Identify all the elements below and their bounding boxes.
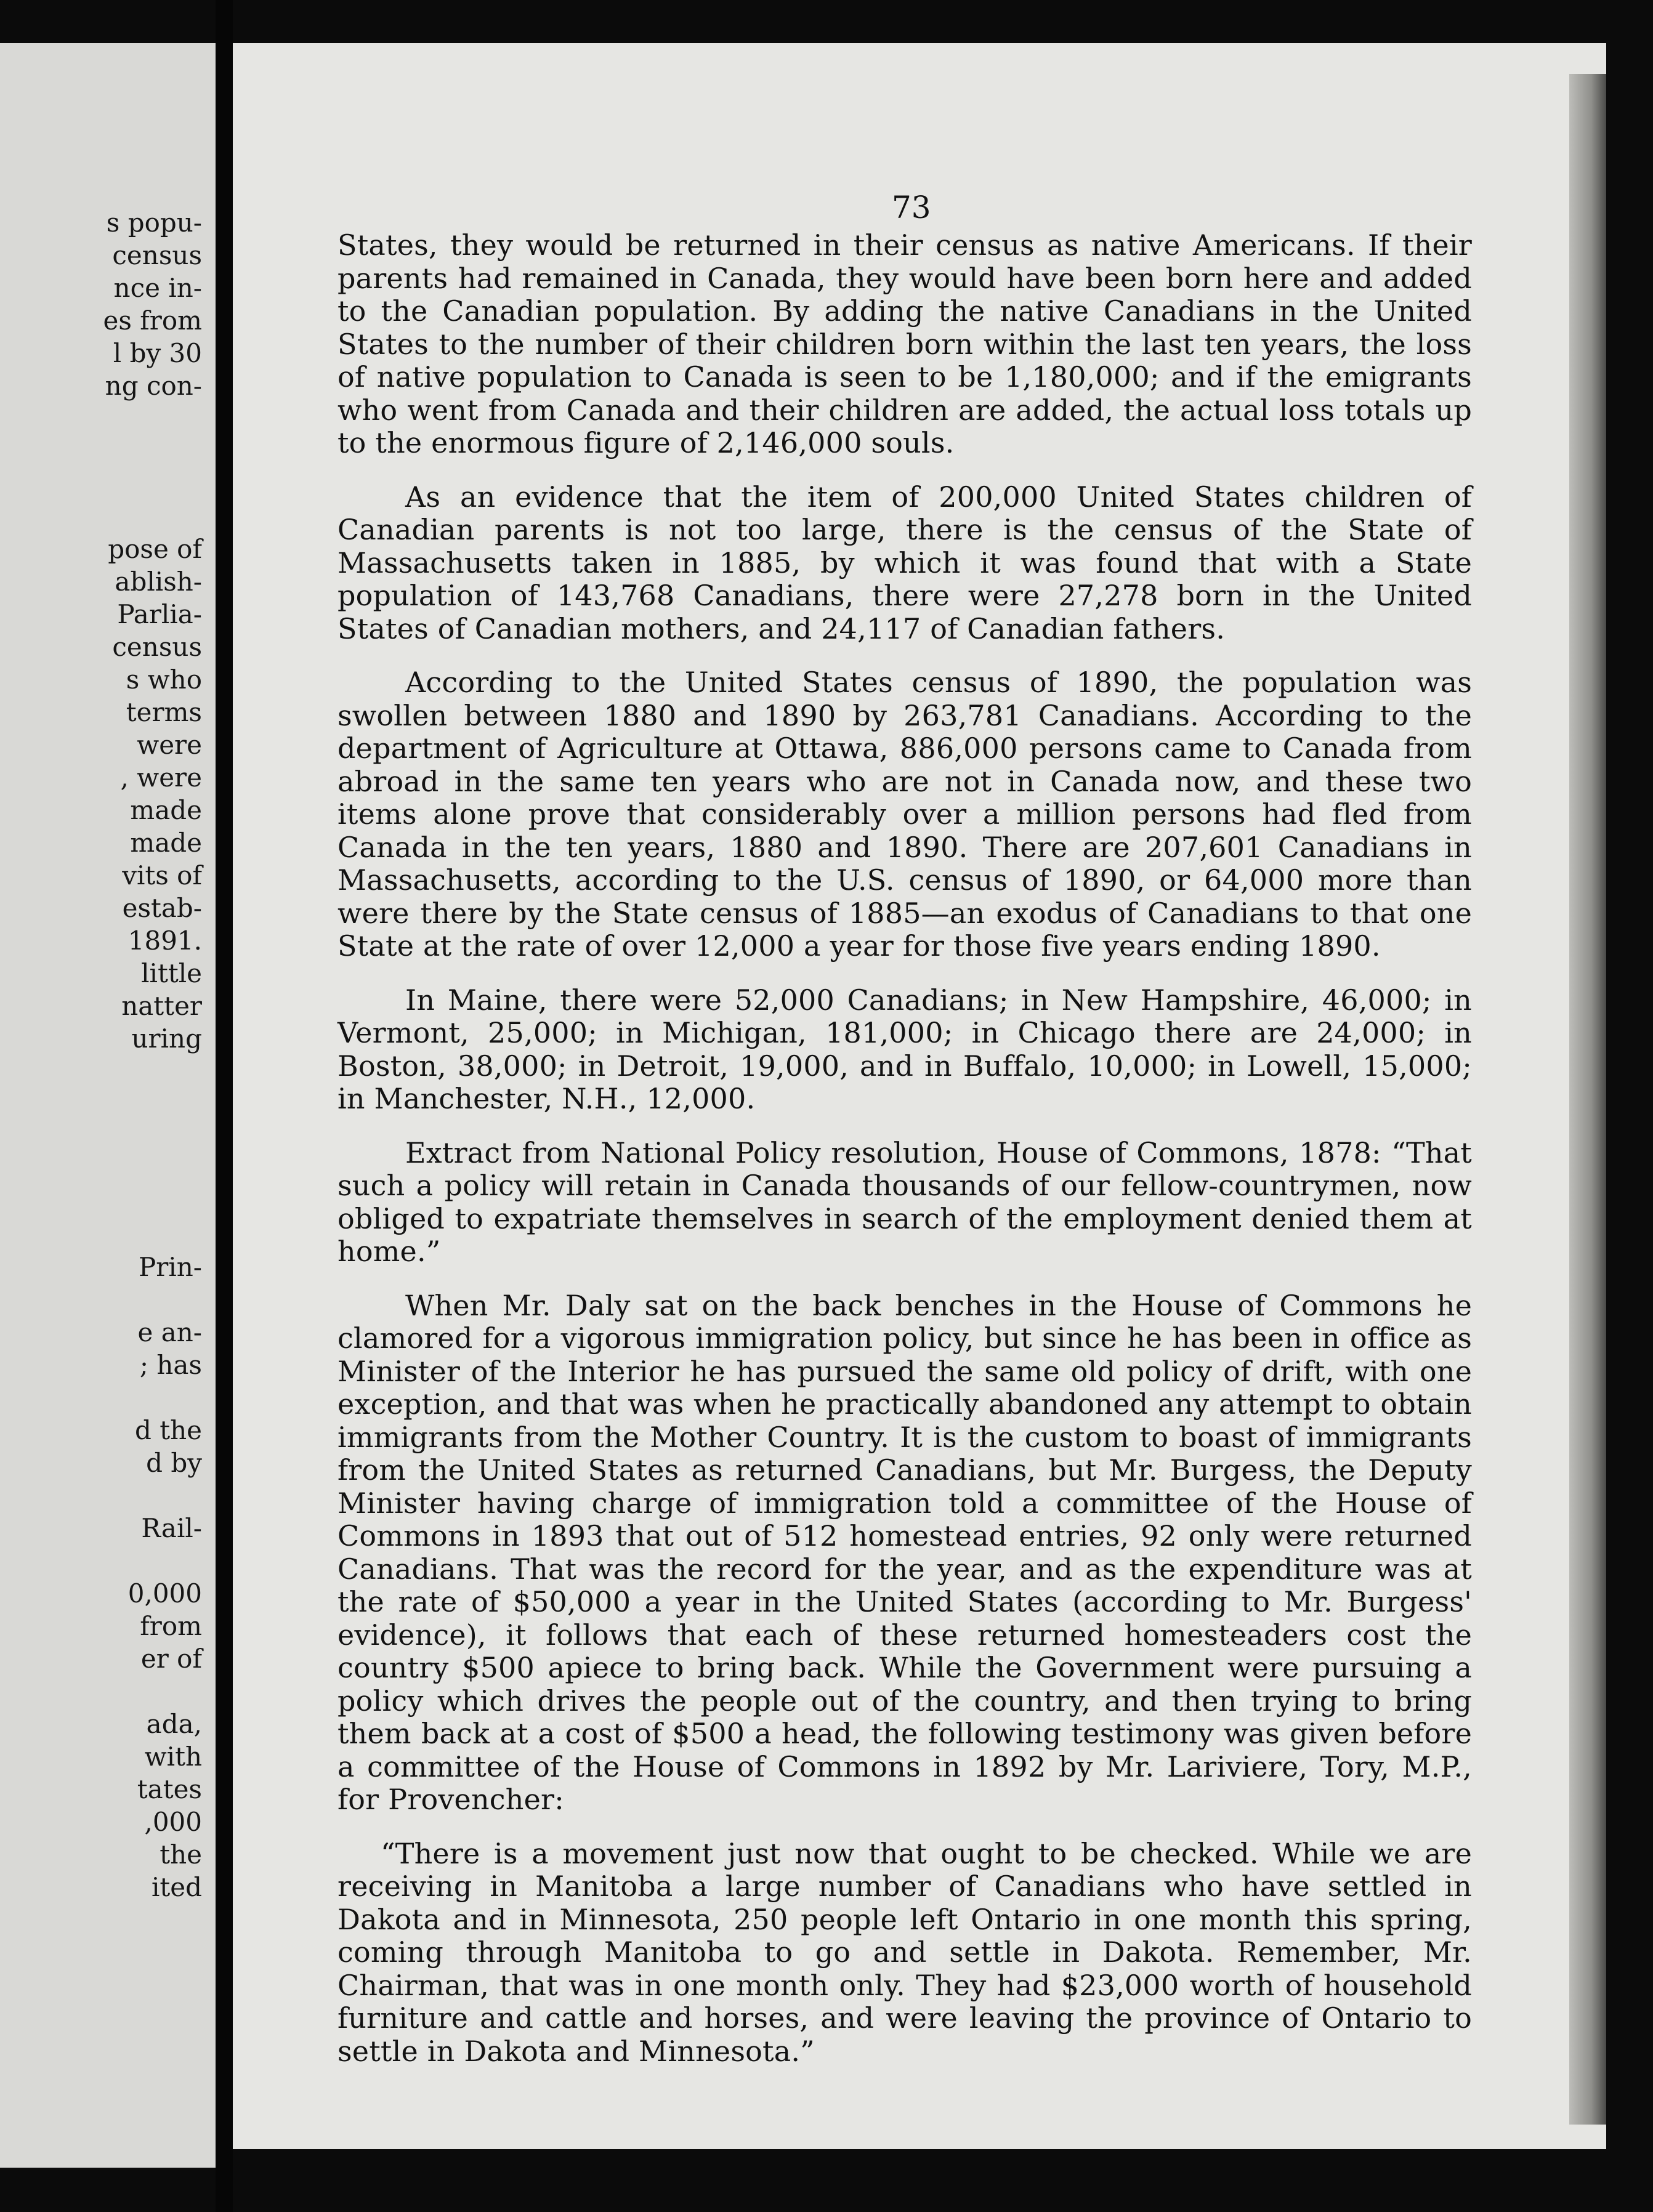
- facing-page-fragment: pose of: [108, 534, 202, 564]
- facing-page-fragment: d by: [146, 1448, 202, 1478]
- facing-page-fragment: ada,: [146, 1709, 202, 1739]
- facing-page-fragment: vits of: [122, 860, 202, 890]
- facing-page-fragment: [17, 1055, 202, 1088]
- facing-page-fragment: census: [112, 240, 202, 270]
- facing-page-fragment: [17, 1283, 202, 1316]
- facing-page-fragment: tates: [137, 1774, 202, 1804]
- facing-page-fragment: with: [144, 1742, 202, 1772]
- facing-page-fragment: ited: [151, 1872, 202, 1902]
- facing-page-fragment: [17, 1185, 202, 1218]
- facing-page: [0, 43, 216, 2168]
- page-edge: [1569, 74, 1606, 2125]
- facing-page-text-fragments: [17, 206, 202, 1903]
- facing-page-fragment: uring: [131, 1023, 202, 1054]
- facing-page-fragment: [17, 435, 202, 467]
- page-number: 73: [892, 190, 931, 225]
- facing-page-fragment: s who: [126, 664, 202, 695]
- facing-page-fragment: ; has: [139, 1350, 202, 1380]
- facing-page-fragment: s popu-: [106, 208, 202, 238]
- paragraph-lariviere-quote: “There is a movement just now that ought to be checked. While we are receiving in Manitoba a large number of Canadians who have settled in Dakota and in Minnesota, 250 people left Ontario in one month this spring, coming through Manitoba to go and settle in Dakota. Remember, Mr. Chairman, that was in one month only. They had $23,000 worth of household furniture and cattle and horses, and were leaving the province of Ontario to settle in Dakota and Minnesota.”: [337, 1836, 1472, 2068]
- facing-page-fragment: made: [130, 828, 202, 858]
- facing-page-fragment: made: [130, 795, 202, 825]
- paragraph-census-1890: According to the United States census of 1890, the population was swollen between 1880 and 1890 by 263,781 Canadians. According to the department of Agriculture at Ottawa, 886,000 persons came to Canada from abroad in the same ten years who are not in Canada now, and these two items alone prove that considerably over a million persons had fled from Canada in the ten years, 1880 and 1890. There are 207,601 Canadians in Massachusetts, according to the U.S. census of 1890, or 64,000 more than were there by the State census of 1885—an exodus of Canadians to that one State at the rate of over 12,000 a year for those five years ending 1890.: [337, 666, 1472, 963]
- facing-page-fragment: [17, 467, 202, 500]
- book-gutter: [216, 0, 233, 2212]
- facing-page-fragment: , were: [120, 762, 202, 793]
- paragraph-national-policy: Extract from National Policy resolution, House of Commons, 1878: “That such a policy will retain in Canada thousands of our fellow-countrymen, now obliged to expatriate themselves in search of the employment denied them at home.”: [337, 1136, 1472, 1268]
- facing-page-fragment: er of: [140, 1644, 202, 1674]
- facing-page-fragment: [17, 1381, 202, 1414]
- paragraph-census-loss: States, they would be returned in their census as native Americans. If their parents had remained in Canada, they would have been born here and added to the Canadian population. By adding the native Canadians in the United States to the number of their children born within the last ten years, the loss of native population to Canada is seen to be 1,180,000; and if the emigrants who went from Canada and their children are added, the actual loss totals up to the enormous figure of 2,146,000 souls.: [337, 228, 1472, 459]
- facing-page-fragment: [17, 402, 202, 435]
- facing-page-fragment: 0,000: [127, 1578, 202, 1609]
- facing-page-fragment: from: [140, 1611, 202, 1641]
- facing-page-fragment: little: [141, 958, 202, 988]
- facing-page-fragment: ablish-: [115, 567, 202, 597]
- facing-page-fragment: [17, 1120, 202, 1153]
- facing-page-fragment: ng con-: [105, 371, 202, 401]
- facing-page-fragment: es from: [103, 305, 202, 336]
- facing-page-fragment: the: [160, 1839, 202, 1870]
- facing-page-fragment: estab-: [122, 893, 202, 923]
- facing-page-fragment: natter: [121, 991, 202, 1021]
- facing-page-fragment: terms: [126, 697, 202, 727]
- facing-page-fragment: [17, 500, 202, 533]
- facing-page-fragment: [17, 1153, 202, 1185]
- facing-page-fragment: census: [112, 632, 202, 662]
- facing-page-fragment: ,000: [144, 1807, 202, 1837]
- facing-page-fragment: [17, 1544, 202, 1577]
- facing-page-fragment: nce in-: [113, 273, 202, 303]
- facing-page-fragment: Prin-: [138, 1252, 202, 1282]
- facing-page-fragment: [17, 1675, 202, 1708]
- facing-page-fragment: [17, 1218, 202, 1251]
- facing-page-fragment: l by 30: [113, 338, 202, 368]
- paragraph-mr-daly: When Mr. Daly sat on the back benches in the House of Commons he clamored for a vigorous immigration policy, but since he has been in office as Minister of the Interior he has pursued the same old policy of drift, with one exception, and that was when he practically abandoned any attempt to obtain immigrants from the Mother Country. It is the custom to boast of immigrants from the United States as returned Canadians, but Mr. Burgess, the Deputy Minister having charge of immigration told a committee of the House of Commons in 1893 that out of 512 homestead entries, 92 only were returned Canadians. That was the record for the year, and as the expenditure was at the rate of $50,000 a year in the United States (according to Mr. Burgess' evidence), it follows that each of these returned homesteaders cost the country $500 apiece to bring back. While the Government were pursuing a policy which drives the people out of the country, and then trying to bring them back at a cost of $500 a head, the following testimony was given before a committee of the House of Commons in 1892 by Mr. Lariviere, Tory, M.P., for Provencher:: [337, 1288, 1472, 1816]
- facing-page-fragment: [17, 1088, 202, 1120]
- facing-page-fragment: were: [137, 730, 202, 760]
- facing-page-fragment: Rail-: [141, 1513, 202, 1543]
- facing-page-fragment: 1891.: [127, 926, 202, 956]
- facing-page-fragment: Parlia-: [117, 599, 202, 629]
- facing-page-fragment: e an-: [137, 1317, 202, 1347]
- paragraph-state-counts: In Maine, there were 52,000 Canadians; in New Hampshire, 46,000; in Vermont, 25,000; in Michigan, 181,000; in Chicago there are 24,000; in Boston, 38,000; in Detroit, 19,000, and in Buffalo, 10,000; in Lowell, 15,000; in Manchester, N.H., 12,000.: [337, 983, 1472, 1115]
- facing-page-fragment: [17, 1479, 202, 1512]
- facing-page-fragment: d the: [134, 1415, 202, 1445]
- page-body: [337, 229, 1472, 2089]
- paragraph-massachusetts-1885: As an evidence that the item of 200,000 United States children of Canadian parents is not too large, there is the census of the State of Massachusetts taken in 1885, by which it was found that with a State population of 143,768 Canadians, there were 27,278 born in the United States of Canadian mothers, and 24,117 of Canadian fathers.: [337, 480, 1472, 645]
